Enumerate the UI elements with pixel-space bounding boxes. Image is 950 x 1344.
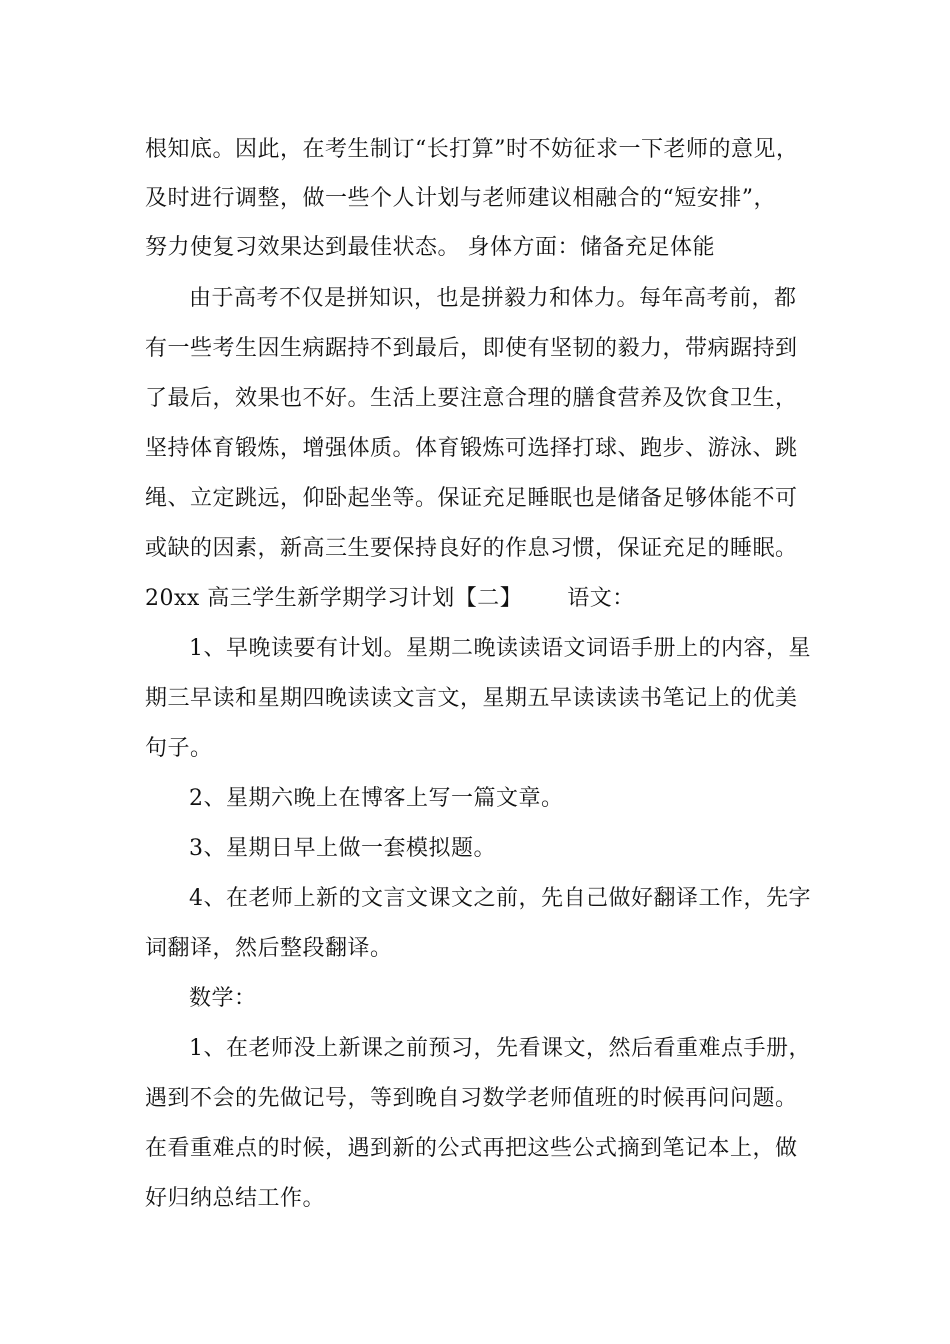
subject-heading: 数学：	[189, 986, 257, 1011]
text-line: 期三早读和星期四晚读读文言文，星期五早读读读书笔记上的优美	[145, 686, 798, 711]
list-item: 3、星期日早上做一套模拟题。	[189, 836, 496, 861]
text-line: 了最后，效果也不好。生活上要注意合理的膳食营养及饮食卫生，	[145, 386, 798, 411]
text-line: 词翻译，然后整段翻译。	[145, 936, 393, 961]
paragraph-start-line: 由于高考不仅是拼知识，也是拼毅力和体力。每年高考前，都	[189, 286, 797, 311]
text-line: 句子。	[145, 736, 213, 761]
list-item: 1、在老师没上新课之前预习，先看课文，然后看重难点手册，	[189, 1036, 811, 1061]
list-item: 4、在老师上新的文言文课文之前，先自己做好翻译工作，先字	[189, 886, 811, 911]
text-line: 有一些考生因生病踞持不到最后，即使有坚韧的毅力，带病踞持到	[145, 336, 798, 361]
text-line: 遇到不会的先做记号，等到晚自习数学老师值班的时候再问问题。	[145, 1086, 798, 1111]
text-line: 努力使复习效果达到最佳状态。 身体方面：储备充足体能	[145, 235, 715, 260]
text-line: 好归纳总结工作。	[145, 1186, 326, 1211]
text-line: 绳、立定跳远，仰卧起坐等。保证充足睡眠也是储备足够体能不可	[145, 486, 798, 511]
list-item: 1、早晚读要有计划。星期二晚读读语文词语手册上的内容，星	[189, 636, 811, 661]
text-line: 坚持体育锻炼，增强体质。体育锻炼可选择打球、跑步、游泳、跳	[145, 436, 798, 461]
text-line: 或缺的因素，新高三生要保持良好的作息习惯，保证充足的睡眠。	[145, 536, 798, 561]
text-line: 在看重难点的时候，遇到新的公式再把这些公式摘到笔记本上，做	[145, 1136, 798, 1161]
text-line: 根知底。因此，在考生制订“长打算”时不妨征求一下老师的意见，	[145, 137, 799, 162]
text-line: 及时进行调整，做一些个人计划与老师建议相融合的“短安排”，	[145, 186, 776, 211]
section-heading: 20xx 高三学生新学期学习计划【二】 语文：	[145, 586, 635, 611]
list-item: 2、星期六晚上在博客上写一篇文章。	[189, 786, 564, 811]
